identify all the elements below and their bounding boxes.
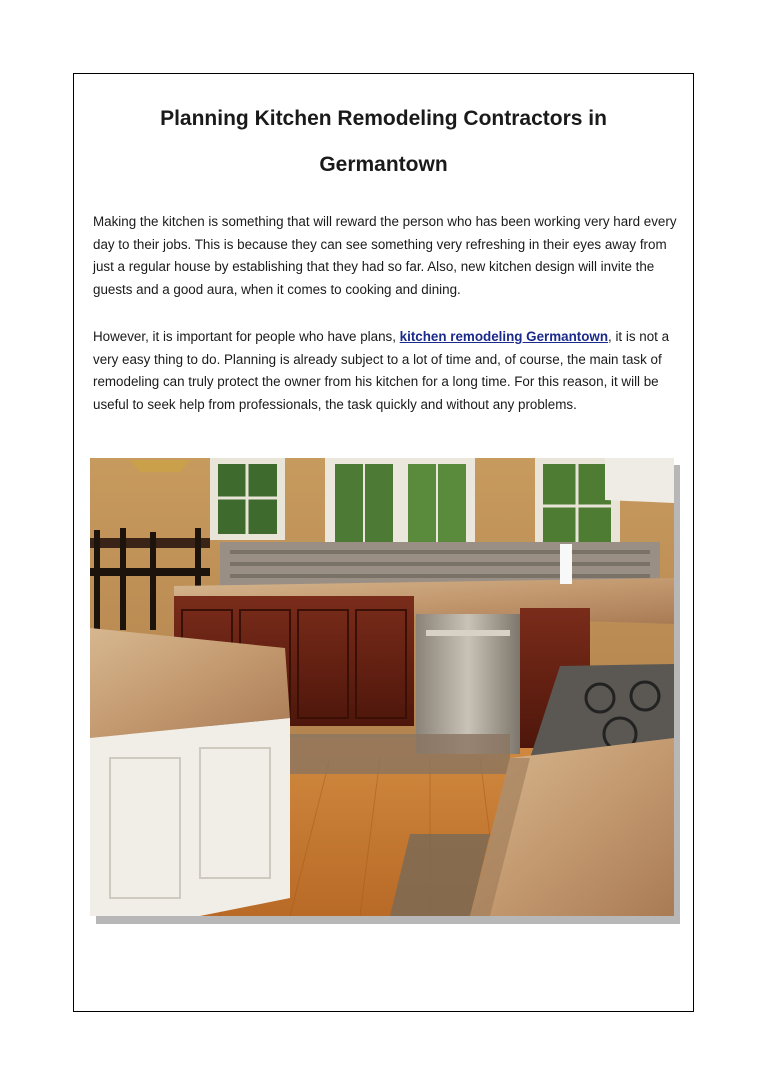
- title-line-1: Planning Kitchen Remodeling Contractors in: [160, 107, 607, 130]
- page-title: [74, 96, 693, 188]
- paragraph-1: Making the kitchen is something that will reward the person who has been working very hard every day to their jobs. This is because they can see something very refreshing in their eyes away from just a regular house by establishing that they had so far. Also, new kitchen design will invite the guests and a good aura, when it comes to cooking and dining.: [93, 214, 677, 297]
- paragraph-2-intro: However, it is important for people who have plans,: [93, 329, 400, 344]
- paragraph-2: [93, 326, 678, 416]
- kitchen-photo: [90, 458, 674, 916]
- kitchen-remodeling-link[interactable]: kitchen remodeling Germantown: [399, 329, 609, 344]
- title-line-2: Germantown: [319, 153, 448, 176]
- document-page: [73, 73, 694, 1012]
- paragraph-2-rest: , it is not a very easy thing to do. Planning is already subject to a lot of time and, of course, the main task of remodeling can truly protect the owner from his kitchen for a long time. For this reason, it will be useful to seek help from professionals, the task quickly and without any problems.: [93, 329, 670, 412]
